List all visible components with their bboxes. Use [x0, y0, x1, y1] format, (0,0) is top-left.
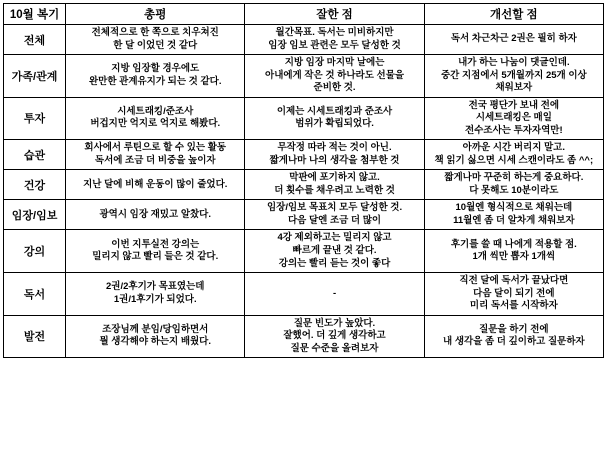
cell-good-7	[245, 273, 424, 316]
cell-line: 빠르게 끝낸 것 같다.	[292, 244, 377, 256]
cell-line: 임장 임보 관련은 모두 달성한 것	[268, 39, 401, 51]
cell-line: 독서에 조금 더 비중을 높이자	[94, 154, 216, 166]
cell-line: 준비한 것.	[313, 82, 356, 94]
cell-line: 무작정 따라 적는 것이 아닌.	[277, 142, 392, 154]
cell-overall-1	[66, 55, 245, 98]
cell-overall-4	[66, 170, 245, 200]
cell-overall-2	[66, 97, 245, 140]
cell-line: 밀리지 않고 빨리 들은 것 같다.	[92, 251, 219, 263]
cell-line: 후기를 쓸 때 나에게 적용할 점.	[450, 238, 577, 250]
cell-line: 강의는 빨리 듣는 것이 좋다	[278, 257, 391, 269]
cell-improve-5	[424, 200, 603, 230]
cell-line: 아까운 시간 버리지 말고.	[462, 142, 565, 154]
cell-line: 임장/임보 목표치 모두 달성한 것.	[266, 202, 403, 214]
cell-line: 10월엔 형식적으로 채워는데	[455, 202, 573, 214]
cell-line: 광역시 임장 재밌고 알찼다.	[99, 208, 211, 220]
cell-line: 짧게나마 나의 생각을 첨부한 것	[269, 154, 400, 166]
page-title: 10월 복기	[4, 4, 66, 25]
cell-improve-0	[424, 25, 603, 55]
cell-line: 채워보자	[495, 82, 533, 94]
row-label-1: 가족/관계	[4, 55, 66, 98]
cell-line: 질문 빈도가 높았다.	[293, 317, 376, 329]
table-header-row	[4, 4, 604, 25]
row-label-2: 투자	[4, 97, 66, 140]
cell-line: 책 읽기 싫으면 시세 스캔이라도 좀 ^^;	[434, 154, 594, 166]
table-row	[4, 25, 604, 55]
monthly-review-table	[3, 3, 604, 358]
cell-overall-7	[66, 273, 245, 316]
cell-line: 4강 제외하고는 밀리지 않고	[277, 232, 392, 244]
cell-good-5	[245, 200, 424, 230]
cell-line: 내 생각을 좀 더 깊이하고 질문하자	[443, 336, 585, 348]
column-header-good: 잘한 점	[245, 4, 424, 25]
cell-line: 11월엔 좀 더 알차게 채워보자	[453, 214, 575, 226]
cell-overall-0	[66, 25, 245, 55]
cell-overall-5	[66, 200, 245, 230]
row-label-8: 발전	[4, 315, 66, 358]
cell-improve-1	[424, 55, 603, 98]
cell-good-4	[245, 170, 424, 200]
table-row	[4, 97, 604, 140]
cell-line: 막판에 포기하지 않고.	[289, 172, 380, 184]
cell-line: 뭘 생각해야 하는지 배웠다.	[99, 336, 211, 348]
cell-line: 중간 지점에서 5개월까지 25개 이상	[440, 69, 587, 81]
cell-line: -	[332, 287, 337, 299]
cell-line: 다음 달엔 조금 더 많이	[287, 214, 382, 226]
cell-good-3	[245, 140, 424, 170]
cell-line: 지방 임장 마지막 날에는	[284, 57, 385, 69]
cell-line: 직전 달에 독서가 끝났다면	[459, 275, 569, 287]
cell-line: 전국 평단가 보내 전에	[468, 99, 560, 111]
cell-line: 이번 지투실전 강의는	[111, 238, 200, 250]
table-body	[4, 25, 604, 358]
cell-line: 다음 달이 되기 전에	[473, 287, 555, 299]
cell-line: 이제는 시세트래킹과 준조사	[276, 105, 393, 117]
table-row	[4, 273, 604, 316]
row-label-0: 전체	[4, 25, 66, 55]
table-row	[4, 315, 604, 358]
cell-line: 회사에서 루틴으로 할 수 있는 활동	[84, 142, 227, 154]
row-label-5: 임장/임보	[4, 200, 66, 230]
cell-line: 질문 수준을 올려보자	[290, 342, 379, 354]
table-row	[4, 140, 604, 170]
cell-good-1	[245, 55, 424, 98]
cell-line: 범위가 확립되었다.	[295, 118, 374, 130]
cell-improve-3	[424, 140, 603, 170]
cell-line: 완만한 관계유지가 되는 것 같다.	[88, 75, 222, 87]
cell-line: 시세트래킹은 매일	[475, 112, 552, 124]
cell-line: 잘했어. 더 깊게 생각하고	[283, 330, 386, 342]
cell-improve-6	[424, 230, 603, 273]
cell-line: 전수조사는 투자자역만!	[465, 124, 563, 136]
cell-good-0	[245, 25, 424, 55]
cell-line: 더 횟수를 채우려고 노력한 것	[274, 184, 395, 196]
cell-good-6	[245, 230, 424, 273]
cell-line: 짧게나마 꾸준히 하는게 중요하다.	[444, 172, 584, 184]
row-label-6: 강의	[4, 230, 66, 273]
column-header-overall: 총평	[66, 4, 245, 25]
row-label-7: 독서	[4, 273, 66, 316]
cell-improve-7	[424, 273, 603, 316]
column-header-improve: 개선할 점	[424, 4, 603, 25]
table-row	[4, 200, 604, 230]
cell-good-8	[245, 315, 424, 358]
cell-line: 지방 임장할 경우에도	[111, 63, 200, 75]
cell-line: 버겁지만 억지로 억지로 해봤다.	[90, 118, 221, 130]
row-label-4: 건강	[4, 170, 66, 200]
cell-line: 다 못해도 10분이라도	[469, 184, 559, 196]
cell-overall-3	[66, 140, 245, 170]
cell-line: 시세트래킹/준조사	[117, 105, 194, 117]
table-row	[4, 230, 604, 273]
cell-line: 2권/2후기가 목표였는데	[106, 281, 205, 293]
cell-line: 지난 달에 비해 운동이 많이 줄었다.	[83, 178, 228, 190]
cell-overall-8	[66, 315, 245, 358]
cell-improve-8	[424, 315, 603, 358]
cell-line: 한 달 이었던 것 같다	[113, 39, 198, 51]
cell-line: 아내에게 작은 것 하나라도 선물을	[265, 69, 405, 81]
cell-good-2	[245, 97, 424, 140]
cell-line: 전체적으로 한 쪽으로 치우쳐진	[91, 27, 219, 38]
cell-line: 질문을 하기 전에	[479, 323, 549, 335]
cell-overall-6	[66, 230, 245, 273]
cell-line: 조장님께 분임/당임하면서	[102, 323, 209, 335]
cell-line: 미리 독서를 시작하자	[469, 300, 558, 312]
cell-line: 독서 차근차근 2권은 필히 하자	[450, 33, 577, 45]
row-label-3: 습관	[4, 140, 66, 170]
cell-improve-2	[424, 97, 603, 140]
cell-line: 1개 씩만 뽑자 1개씩	[472, 251, 556, 263]
cell-line: 월간목표. 독서는 미비하지만	[275, 27, 394, 38]
table-row	[4, 170, 604, 200]
cell-line: 내가 하는 나눔이 댓글인데.	[458, 57, 570, 69]
cell-line: 1권/1후기가 되었다.	[113, 293, 197, 305]
cell-improve-4	[424, 170, 603, 200]
table-row	[4, 55, 604, 98]
